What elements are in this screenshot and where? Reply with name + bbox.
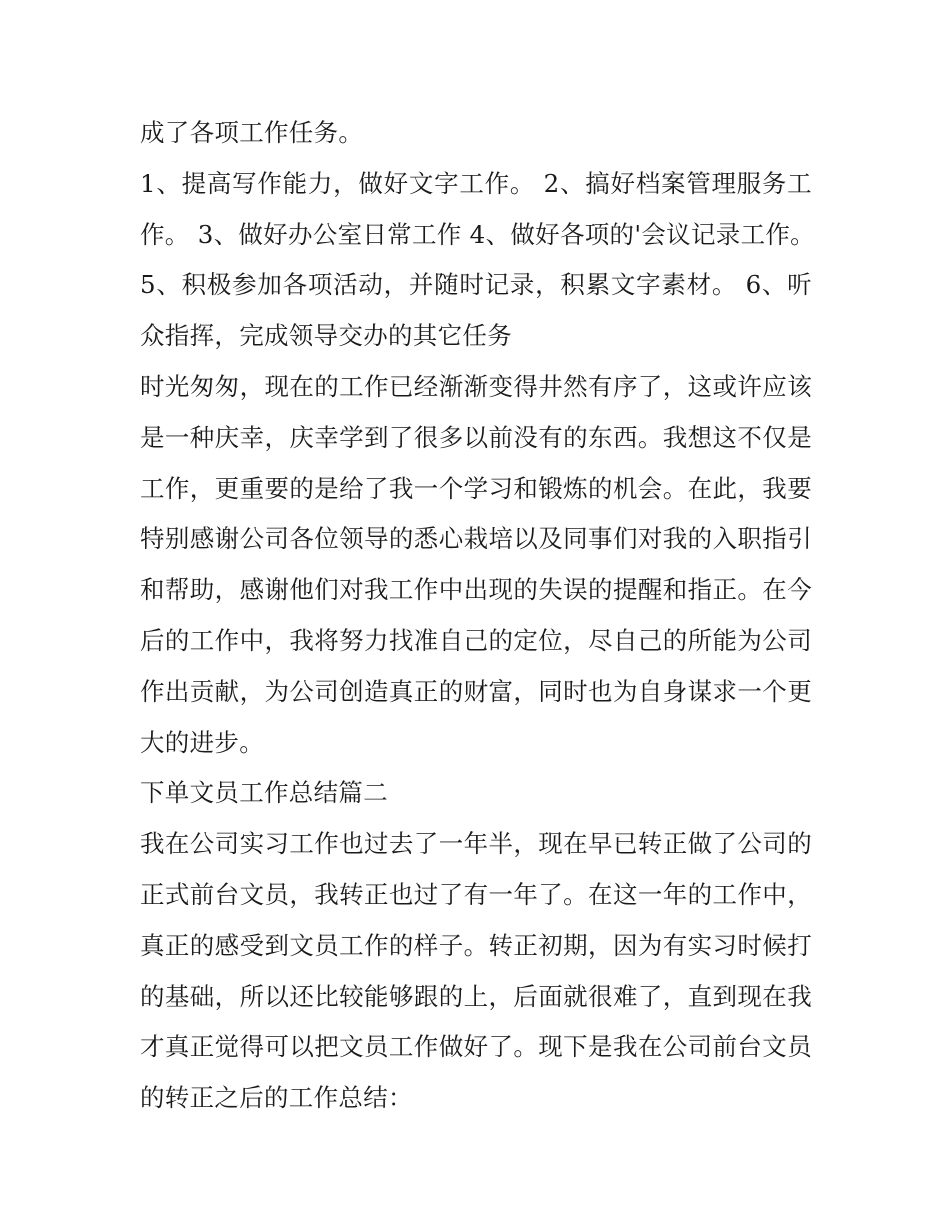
text-line: 作出贡献，为公司创造真正的财富，同时也为自身谋求一个更 [140, 676, 812, 706]
section-heading: 下单文员工作总结篇二 [140, 778, 388, 808]
text-line: 才真正觉得可以把文员工作做好了。现下是我在公司前台文员 [140, 1032, 812, 1062]
text-line: 后的工作中，我将努力找准自己的定位，尽自己的所能为公司 [140, 625, 812, 655]
text-line: 和帮助，感谢他们对我工作中出现的失误的提醒和指正。在今 [140, 575, 812, 605]
text-line: 作。 3、做好办公室日常工作 4、做好各项的'会议记录工作。 [140, 219, 815, 249]
text-line: 众指挥，完成领导交办的其它任务 [140, 321, 512, 351]
text-line: 1、提高写作能力，做好文字工作。 2、搞好档案管理服务工 [140, 168, 812, 198]
text-line: 的转正之后的工作总结： [140, 1083, 413, 1113]
text-line: 5、积极参加各项活动，并随时记录，积累文字素材。 6、听 [140, 270, 812, 300]
text-line: 成了各项工作任务。 [140, 118, 364, 147]
text-line: 大的进步。 [140, 727, 264, 757]
text-line: 特别感谢公司各位领导的悉心栽培以及同事们对我的入职指引 [140, 524, 812, 554]
text-line: 时光匆匆，现在的工作已经渐渐变得井然有序了，这或许应该 [140, 371, 812, 401]
text-line: 正式前台文员，我转正也过了有一年了。在这一年的工作中， [140, 879, 812, 909]
text-line: 是一种庆幸，庆幸学到了很多以前没有的东西。我想这不仅是 [140, 422, 812, 452]
document-body [140, 108, 815, 1124]
text-line: 的基础，所以还比较能够跟的上，后面就很难了，直到现在我 [140, 981, 812, 1011]
text-line: 工作，更重要的是给了我一个学习和锻炼的机会。在此，我要 [140, 473, 812, 503]
text-line: 我在公司实习工作也过去了一年半，现在早已转正做了公司的 [140, 829, 812, 859]
text-line: 真正的感受到文员工作的样子。转正初期，因为有实习时候打 [140, 930, 812, 960]
